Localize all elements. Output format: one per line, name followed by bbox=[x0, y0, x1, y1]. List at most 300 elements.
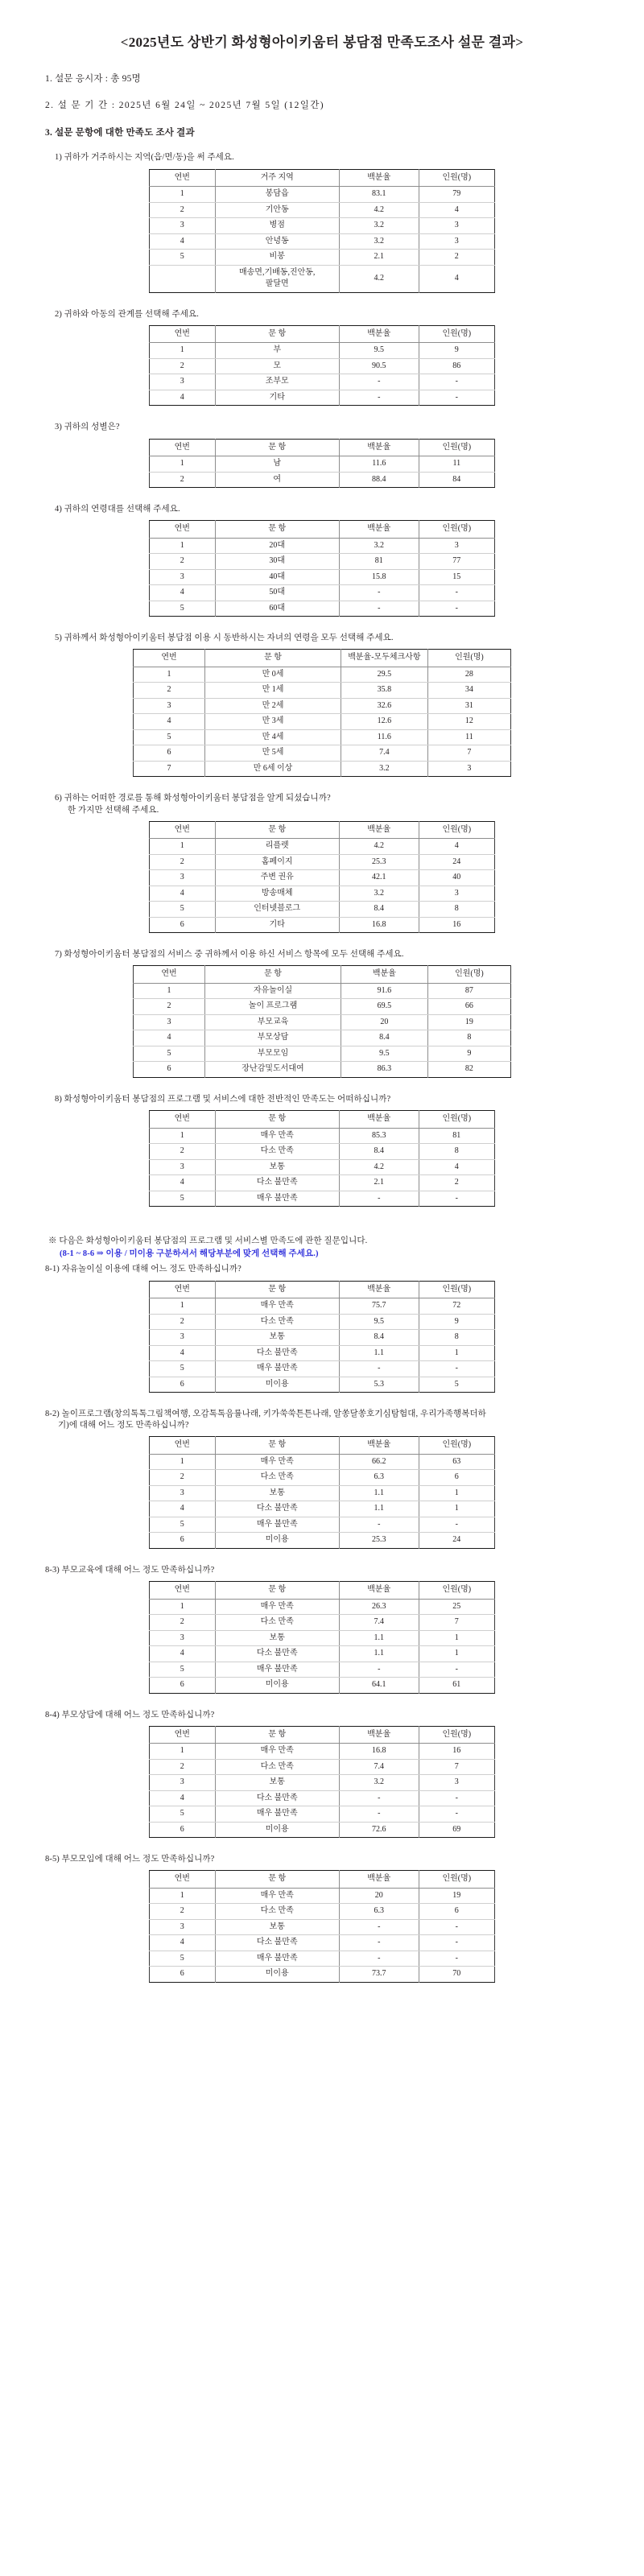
cell-percent: 25.3 bbox=[339, 1533, 419, 1549]
question-text-cont-q82: 기)에 대해 어느 정도 만족하십니까? bbox=[58, 1421, 189, 1430]
cell-percent: 3.2 bbox=[341, 761, 427, 777]
cell-item: 매우 만족 bbox=[215, 1298, 339, 1315]
cell-item: 매우 불만족 bbox=[215, 1517, 339, 1533]
table-row bbox=[150, 569, 495, 585]
cell-count: 34 bbox=[427, 683, 510, 699]
cell-no: 5 bbox=[150, 250, 216, 266]
cell-count: 1 bbox=[419, 1345, 494, 1361]
table-header-row bbox=[150, 1281, 495, 1298]
cell-no: 3 bbox=[150, 1485, 216, 1501]
cell-item: 방송매체 bbox=[215, 886, 339, 902]
table-row bbox=[150, 1744, 495, 1760]
cell-no: 5 bbox=[150, 1191, 216, 1207]
item-header: 문 항 bbox=[215, 325, 339, 343]
cell-percent: 4.2 bbox=[339, 839, 419, 855]
cell-percent: 3.2 bbox=[339, 233, 419, 250]
table-row bbox=[150, 1662, 495, 1678]
cell-count: 86 bbox=[419, 358, 494, 374]
cell-count: 5 bbox=[454, 1379, 459, 1389]
no-header: 연번 bbox=[134, 966, 205, 984]
item-header: 문 항 bbox=[215, 1582, 339, 1600]
cell-no: 6 bbox=[150, 917, 216, 933]
cell-no: 4 bbox=[150, 1935, 216, 1951]
cell-percent: 91.6 bbox=[341, 983, 427, 999]
item-header: 문 항 bbox=[215, 1726, 339, 1744]
table-row bbox=[150, 854, 495, 870]
table-row bbox=[134, 698, 511, 714]
cell-percent: 73.7 bbox=[339, 1967, 419, 1983]
cell-count: 3 bbox=[419, 1775, 494, 1791]
table-header-row bbox=[150, 1726, 495, 1744]
cell-percent: 2.1 bbox=[339, 1175, 419, 1191]
cell-item: 보통 bbox=[215, 1630, 339, 1646]
cell-no: 2 bbox=[150, 202, 216, 218]
table-row bbox=[150, 1646, 495, 1662]
percent-header: 백분율 bbox=[339, 1871, 419, 1889]
cell-percent: 26.3 bbox=[339, 1599, 419, 1615]
item-header: 문 항 bbox=[215, 439, 339, 456]
no-header: 연번 bbox=[150, 325, 216, 343]
cell-percent: 83.1 bbox=[339, 187, 419, 203]
table-header-row bbox=[134, 650, 511, 667]
item-header: 문 항 bbox=[215, 1437, 339, 1455]
cell-no: 6 bbox=[150, 1678, 216, 1694]
cell-percent: 6.3 bbox=[339, 1470, 419, 1486]
item-header: 문 항 bbox=[215, 1111, 339, 1129]
results-table-q85 bbox=[149, 1870, 495, 1983]
cell-no: 4 bbox=[150, 886, 216, 902]
cell-percent: 7.4 bbox=[339, 1759, 419, 1775]
cell-percent: 7.4 bbox=[339, 1615, 419, 1631]
cell-item: 매우 만족 bbox=[215, 1454, 339, 1470]
cell-no: 1 bbox=[150, 187, 216, 203]
cell-no: 2 bbox=[134, 683, 205, 699]
cell-count: 28 bbox=[427, 667, 510, 683]
table-row bbox=[150, 1361, 495, 1377]
cell-count: - bbox=[419, 585, 494, 601]
no-header: 연번 bbox=[150, 821, 216, 839]
cell-no: 3 bbox=[150, 870, 216, 886]
cell-count: 11 bbox=[427, 729, 510, 745]
cell-item: 미이용 bbox=[215, 1377, 339, 1393]
cell-item: 만 5세 bbox=[205, 745, 341, 762]
cell-item: 다소 만족 bbox=[215, 1759, 339, 1775]
table-row bbox=[150, 1630, 495, 1646]
table-row bbox=[134, 1062, 511, 1078]
results-table-q1 bbox=[149, 169, 495, 293]
cell-no: 6 bbox=[150, 1822, 216, 1838]
cell-percent: 25.3 bbox=[339, 854, 419, 870]
cell-percent: 9.5 bbox=[339, 343, 419, 359]
table-header-row bbox=[150, 1871, 495, 1889]
table-row bbox=[150, 917, 495, 933]
table-row bbox=[150, 1175, 495, 1191]
results-table-q6 bbox=[149, 821, 495, 934]
table-row bbox=[150, 1599, 495, 1615]
table-row bbox=[134, 729, 511, 745]
cell-item: 보통 bbox=[215, 1159, 339, 1175]
cell-item: 매우 불만족 bbox=[215, 1806, 339, 1823]
cell-item: 인터넷블로그 bbox=[215, 902, 339, 918]
table-row bbox=[150, 1919, 495, 1935]
table-row bbox=[150, 250, 495, 266]
results-table-q5 bbox=[133, 649, 511, 777]
cell-count: 9 bbox=[419, 1314, 494, 1330]
cell-item: 만 2세 bbox=[205, 698, 341, 714]
cell-percent: 20 bbox=[339, 1888, 419, 1904]
cell-count: - bbox=[419, 1517, 494, 1533]
percent-header: 백분율 bbox=[341, 966, 427, 984]
table-row bbox=[150, 1533, 495, 1549]
cell-no: 2 bbox=[150, 1470, 216, 1486]
note-blue-line: (8-1 ~ 8-6 ⇒ 이용 / 미이용 구분하셔서 해당부분에 맞게 선택해 주세요.) bbox=[60, 1249, 319, 1259]
cell-count: 66 bbox=[427, 999, 510, 1015]
cell-percent: 20 bbox=[341, 1014, 427, 1030]
cell-item: 미이용 bbox=[215, 1678, 339, 1694]
cell-percent: 66.2 bbox=[339, 1454, 419, 1470]
cell-item: 매우 만족 bbox=[215, 1599, 339, 1615]
table-row bbox=[134, 667, 511, 683]
cell-item: 다소 만족 bbox=[215, 1470, 339, 1486]
cell-no: 4 bbox=[134, 714, 205, 730]
cell-count: 6 bbox=[419, 1904, 494, 1920]
cell-no: 6 bbox=[150, 1377, 216, 1393]
cell-no: 4 bbox=[150, 1345, 216, 1361]
cell-no: 2 bbox=[150, 1314, 216, 1330]
table-row bbox=[150, 1501, 495, 1517]
cell-count: - bbox=[419, 1935, 494, 1951]
table-row bbox=[150, 1517, 495, 1533]
cell-item: 매우 불만족 bbox=[215, 1662, 339, 1678]
cell-no: 5 bbox=[150, 1662, 216, 1678]
table-header-row bbox=[150, 325, 495, 343]
question-block-q7 bbox=[27, 949, 617, 1078]
table-row bbox=[150, 1128, 495, 1144]
question-text-q6: 6) 귀하는 어떠한 경로를 통해 화성형아이키움터 봉담점을 알게 되셨습니까? 한 가지만 선택해 주세요. bbox=[55, 793, 617, 815]
table-row bbox=[150, 1904, 495, 1920]
cell-no: 4 bbox=[150, 1790, 216, 1806]
table-row bbox=[150, 472, 495, 488]
cell-count: 24 bbox=[419, 854, 494, 870]
table-row bbox=[150, 343, 495, 359]
table-row bbox=[134, 1030, 511, 1046]
cell-percent: 88.4 bbox=[339, 472, 419, 488]
no-header: 연번 bbox=[150, 1582, 216, 1600]
cell-count: - bbox=[419, 1662, 494, 1678]
count-header: 인원(명) bbox=[419, 1437, 494, 1455]
cell-item: 기안동 bbox=[215, 202, 339, 218]
cell-item: 병점 bbox=[215, 218, 339, 234]
cell-item: 보통 bbox=[215, 1330, 339, 1346]
cell-no bbox=[150, 265, 216, 292]
cell-item: 보통 bbox=[215, 1775, 339, 1791]
cell-no: 4 bbox=[150, 233, 216, 250]
cell-percent: 4.2 bbox=[339, 1159, 419, 1175]
table-row bbox=[150, 265, 495, 292]
cell-no: 2 bbox=[150, 1144, 216, 1160]
question-text-q85: 8-5) 부모모임에 대해 어느 정도 만족하십니까? bbox=[45, 1855, 215, 1864]
cell-item: 만 1세 bbox=[205, 683, 341, 699]
cell-item: 만 0세 bbox=[205, 667, 341, 683]
cell-percent: 85.3 bbox=[339, 1128, 419, 1144]
cell-percent: 29.5 bbox=[341, 667, 427, 683]
cell-count: 3 bbox=[419, 538, 494, 554]
count-header: 인원(명) bbox=[419, 325, 494, 343]
cell-count: 9 bbox=[419, 343, 494, 359]
cell-item: 모 bbox=[215, 358, 339, 374]
cell-no: 1 bbox=[150, 343, 216, 359]
cell-percent: 81 bbox=[339, 554, 419, 570]
table-header-row bbox=[150, 521, 495, 539]
cell-no: 1 bbox=[150, 538, 216, 554]
question-block-q6 bbox=[27, 793, 617, 933]
cell-no: 5 bbox=[134, 1046, 205, 1062]
question-text-q3: 3) 귀하의 성별은? bbox=[55, 423, 120, 432]
cell-item: 조부모 bbox=[215, 374, 339, 390]
table-header-row bbox=[150, 821, 495, 839]
cell-item: 매우 불만족 bbox=[215, 1191, 339, 1207]
cell-count: 87 bbox=[427, 983, 510, 999]
cell-count: - bbox=[455, 1193, 458, 1203]
cell-count: - bbox=[419, 1806, 494, 1823]
cell-no: 3 bbox=[150, 374, 216, 390]
question-block-q2 bbox=[27, 309, 617, 407]
cell-item: 매우 만족 bbox=[215, 1744, 339, 1760]
cell-no: 3 bbox=[134, 1014, 205, 1030]
cell-percent: - bbox=[339, 1935, 419, 1951]
cell-percent: 1.1 bbox=[339, 1485, 419, 1501]
cell-no: 6 bbox=[134, 745, 205, 762]
cell-percent: 2.1 bbox=[339, 250, 419, 266]
cell-count: 16 bbox=[452, 919, 461, 929]
cell-count: 81 bbox=[419, 1128, 494, 1144]
cell-percent: 16.8 bbox=[339, 917, 419, 933]
count-header: 인원(명) bbox=[419, 169, 494, 187]
cell-item: 매우 불만족 bbox=[215, 1951, 339, 1967]
cell-count: 3 bbox=[419, 233, 494, 250]
cell-percent: 8.4 bbox=[339, 902, 419, 918]
results-table-q4 bbox=[149, 520, 495, 617]
no-header: 연번 bbox=[150, 1437, 216, 1455]
cell-no: 1 bbox=[150, 1128, 216, 1144]
cell-item: 만 6세 이상 bbox=[205, 761, 341, 777]
cell-item: 다소 불만족 bbox=[215, 1646, 339, 1662]
cell-percent: 9.5 bbox=[339, 1314, 419, 1330]
table-row bbox=[150, 456, 495, 473]
cell-item: 남 bbox=[215, 456, 339, 473]
cell-percent: - bbox=[339, 1662, 419, 1678]
percent-header: 백분율 bbox=[339, 1582, 419, 1600]
cell-no: 2 bbox=[150, 1615, 216, 1631]
count-header: 인원(명) bbox=[419, 1281, 494, 1298]
question-text-q5: 5) 귀하께서 화성형아이키움터 봉담점 이용 시 동반하시는 자녀의 연령을 모두 선택해 주세요. bbox=[55, 634, 394, 643]
cell-count: 1 bbox=[419, 1501, 494, 1517]
cell-no: 3 bbox=[134, 698, 205, 714]
cell-count: 4 bbox=[419, 1159, 494, 1175]
table-row bbox=[150, 839, 495, 855]
cell-item: 매우 만족 bbox=[215, 1888, 339, 1904]
cell-no: 4 bbox=[134, 1030, 205, 1046]
cell-count: 1 bbox=[419, 1646, 494, 1662]
cell-count: 3 bbox=[419, 886, 494, 902]
results-table-q81 bbox=[149, 1281, 495, 1393]
cell-percent: - bbox=[339, 1790, 419, 1806]
cell-count: 4 bbox=[419, 839, 494, 855]
question-text-q84: 8-4) 부모상담에 대해 어느 정도 만족하십니까? bbox=[45, 1710, 215, 1719]
cell-no: 1 bbox=[150, 1298, 216, 1315]
cell-count: - bbox=[419, 1361, 494, 1377]
question-text-q7: 7) 화성형아이키움터 봉담점의 서비스 중 귀하께서 이용 하신 서비스 항목에 모두 선택해 주세요. bbox=[55, 950, 404, 960]
no-header: 연번 bbox=[150, 521, 216, 539]
cell-no: 6 bbox=[150, 1967, 216, 1983]
cell-count: 25 bbox=[419, 1599, 494, 1615]
cell-item: 부모상담 bbox=[205, 1030, 341, 1046]
cell-count: - bbox=[455, 392, 458, 402]
question-list bbox=[27, 152, 617, 1207]
cell-no: 2 bbox=[150, 554, 216, 570]
cell-item: 60대 bbox=[215, 601, 339, 617]
table-row bbox=[150, 1144, 495, 1160]
cell-count: 31 bbox=[427, 698, 510, 714]
cell-item: 다소 만족 bbox=[215, 1615, 339, 1631]
cell-no: 3 bbox=[150, 1159, 216, 1175]
percent-header: 백분율 bbox=[339, 439, 419, 456]
cell-count: 63 bbox=[419, 1454, 494, 1470]
cell-count: 8 bbox=[419, 1330, 494, 1346]
question-text-q83: 8-3) 부모교육에 대해 어느 정도 만족하십니까? bbox=[45, 1565, 215, 1575]
cell-item: 자유놀이실 bbox=[205, 983, 341, 999]
count-header: 인원(명) bbox=[419, 1111, 494, 1129]
cell-item: 다소 불만족 bbox=[215, 1935, 339, 1951]
cell-no: 3 bbox=[150, 218, 216, 234]
table-row bbox=[134, 983, 511, 999]
cell-percent: 35.8 bbox=[341, 683, 427, 699]
count-header: 인원(명) bbox=[419, 821, 494, 839]
table-row bbox=[134, 999, 511, 1015]
cell-no: 1 bbox=[134, 983, 205, 999]
cell-count: 79 bbox=[419, 187, 494, 203]
cell-count: 19 bbox=[427, 1014, 510, 1030]
cell-item: 만 3세 bbox=[205, 714, 341, 730]
table-row bbox=[150, 902, 495, 918]
cell-no: 3 bbox=[150, 1630, 216, 1646]
table-row bbox=[150, 585, 495, 601]
table-row bbox=[150, 1822, 495, 1838]
table-row bbox=[150, 1345, 495, 1361]
table-row bbox=[150, 1935, 495, 1951]
cell-item: 주변 권유 bbox=[215, 870, 339, 886]
question-block-q8 bbox=[27, 1094, 617, 1207]
cell-count: 3 bbox=[419, 218, 494, 234]
cell-item: 다소 불만족 bbox=[215, 1501, 339, 1517]
cell-no: 5 bbox=[150, 1806, 216, 1823]
cell-no: 2 bbox=[150, 1904, 216, 1920]
table-row bbox=[150, 390, 495, 406]
cell-percent: 16.8 bbox=[339, 1744, 419, 1760]
cell-count: 7 bbox=[419, 1615, 494, 1631]
cell-item: 보통 bbox=[215, 1485, 339, 1501]
results-table-q7 bbox=[133, 965, 511, 1078]
table-header-row bbox=[150, 1582, 495, 1600]
cell-item: 만 4세 bbox=[205, 729, 341, 745]
cell-item: 매우 불만족 bbox=[215, 1361, 339, 1377]
cell-item: 다소 불만족 bbox=[215, 1790, 339, 1806]
cell-no: 1 bbox=[150, 1599, 216, 1615]
cell-percent: 3.2 bbox=[339, 218, 419, 234]
cell-item: 20대 bbox=[215, 538, 339, 554]
count-header: 인원(명) bbox=[419, 1871, 494, 1889]
cell-count: 8 bbox=[427, 1030, 510, 1046]
cell-item: 30대 bbox=[215, 554, 339, 570]
section-3-heading: 3. 설문 문항에 대한 만족도 조사 결과 bbox=[45, 127, 195, 138]
cell-percent: 6.3 bbox=[339, 1904, 419, 1920]
table-row bbox=[134, 761, 511, 777]
period-line: 2. 설 문 기 간 : 2025년 6월 24일 ~ 2025년 7월 5일 (12일간) bbox=[45, 101, 325, 111]
results-table-q83 bbox=[149, 1581, 495, 1694]
cell-item: 장난감및도서대여 bbox=[205, 1062, 341, 1078]
cell-percent: 1.1 bbox=[339, 1501, 419, 1517]
cell-percent: 15.8 bbox=[339, 569, 419, 585]
question-text-q8: 8) 화성형아이키움터 봉담점의 프로그램 및 서비스에 대한 전반적인 만족도는 어떠하십니까? bbox=[55, 1094, 391, 1104]
cell-count: - bbox=[419, 1919, 494, 1935]
results-table-q2 bbox=[149, 325, 495, 407]
cell-no: 6 bbox=[150, 1533, 216, 1549]
item-header: 문 항 bbox=[215, 1281, 339, 1298]
cell-item: 다소 만족 bbox=[215, 1144, 339, 1160]
table-row bbox=[150, 187, 495, 203]
no-header: 연번 bbox=[150, 1871, 216, 1889]
cell-percent: - bbox=[339, 1919, 419, 1935]
table-row bbox=[150, 1806, 495, 1823]
question-block-q3 bbox=[27, 422, 617, 488]
cell-count: 84 bbox=[452, 474, 461, 484]
table-row bbox=[150, 1678, 495, 1694]
table-row bbox=[150, 1967, 495, 1983]
cell-item: 기타 bbox=[215, 390, 339, 406]
no-header: 연번 bbox=[150, 169, 216, 187]
table-row bbox=[134, 1046, 511, 1062]
item-header: 문 항 bbox=[215, 821, 339, 839]
cell-item: 미이용 bbox=[215, 1533, 339, 1549]
cell-percent: - bbox=[339, 601, 419, 617]
no-header: 연번 bbox=[150, 1726, 216, 1744]
table-row bbox=[150, 374, 495, 390]
cell-no: 1 bbox=[150, 1744, 216, 1760]
cell-no: 2 bbox=[134, 999, 205, 1015]
cell-count: - bbox=[419, 1951, 494, 1967]
item-header: 거주 지역 bbox=[215, 169, 339, 187]
question-block-q5 bbox=[27, 633, 617, 777]
cell-percent: - bbox=[339, 1517, 419, 1533]
cell-percent: 5.3 bbox=[339, 1377, 419, 1393]
table-header-row bbox=[150, 439, 495, 456]
table-row bbox=[134, 714, 511, 730]
cell-percent: 11.6 bbox=[339, 456, 419, 473]
cell-count: 11 bbox=[419, 456, 494, 473]
cell-item: 50대 bbox=[215, 585, 339, 601]
cell-percent: - bbox=[339, 1951, 419, 1967]
cell-percent: - bbox=[339, 585, 419, 601]
cell-no: 5 bbox=[150, 601, 216, 617]
item-header: 문 항 bbox=[205, 966, 341, 984]
table-row bbox=[150, 601, 495, 617]
cell-percent: 9.5 bbox=[341, 1046, 427, 1062]
cell-percent: - bbox=[339, 374, 419, 390]
cell-percent: 32.6 bbox=[341, 698, 427, 714]
cell-item: 다소 불만족 bbox=[215, 1345, 339, 1361]
cell-no: 2 bbox=[150, 358, 216, 374]
percent-header: 백분율-모두체크사항 bbox=[341, 650, 427, 667]
